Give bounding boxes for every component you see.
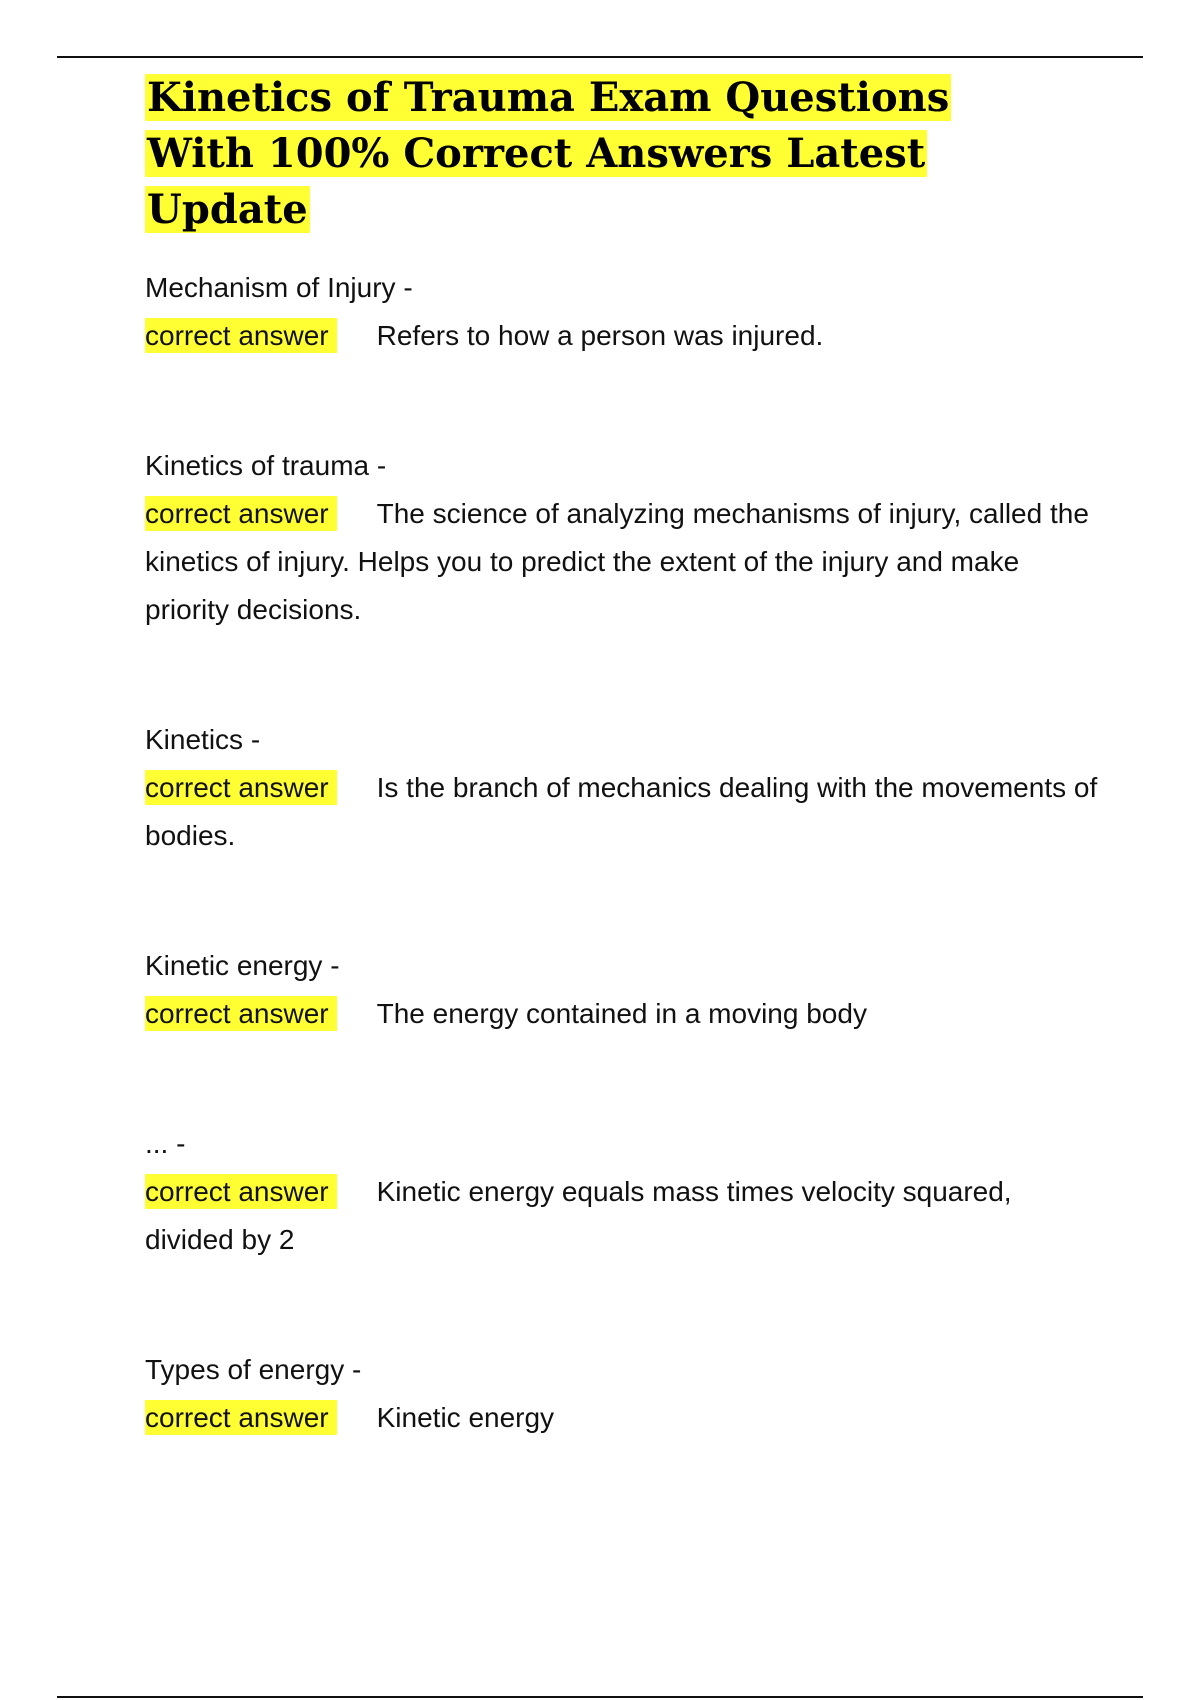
question-text: Types of energy - xyxy=(145,1354,362,1385)
answer-line xyxy=(145,490,1105,634)
answer-text: Is the branch of mechanics dealing with the movements of bodies. xyxy=(145,772,1098,851)
document-title xyxy=(145,70,1025,238)
question-text: Mechanism of Injury - xyxy=(145,272,413,303)
answer-line xyxy=(145,1394,1105,1442)
qa-item xyxy=(145,1120,1105,1264)
answer-text: The energy contained in a moving body xyxy=(376,998,867,1029)
answer-text: Kinetic energy xyxy=(376,1402,555,1433)
qa-item xyxy=(145,264,1105,360)
document-page xyxy=(145,70,1105,1442)
qa-item xyxy=(145,716,1105,860)
answer-line xyxy=(145,990,1105,1038)
answer-line xyxy=(145,312,1105,360)
answer-line xyxy=(145,764,1105,860)
question-text: ... - xyxy=(145,1128,186,1159)
answer-text: The science of analyzing mechanisms of injury, called the kinetics of injury. Helps you to predict the extent of the injury and make priority decisions. xyxy=(145,498,1089,625)
qa-item xyxy=(145,942,1105,1038)
question-text: Kinetics - xyxy=(145,724,261,755)
bottom-rule xyxy=(57,1696,1143,1698)
correct-answer-label: correct answer xyxy=(145,1174,337,1209)
qa-item xyxy=(145,442,1105,634)
correct-answer-label: correct answer xyxy=(145,996,337,1031)
top-rule xyxy=(57,56,1143,58)
answer-text: Refers to how a person was injured. xyxy=(376,320,824,351)
correct-answer-label: correct answer xyxy=(145,1400,337,1435)
title-highlight: Kinetics of Trauma Exam Questions With 100% Correct Answers Latest Update xyxy=(147,74,950,233)
correct-answer-label: correct answer xyxy=(145,770,337,805)
correct-answer-label: correct answer xyxy=(145,318,337,353)
correct-answer-label: correct answer xyxy=(145,496,337,531)
question-text: Kinetic energy - xyxy=(145,950,340,981)
qa-item xyxy=(145,1346,1105,1442)
answer-line xyxy=(145,1168,1105,1264)
question-text: Kinetics of trauma - xyxy=(145,450,387,481)
answer-text: Kinetic energy equals mass times velocity squared, divided by 2 xyxy=(145,1176,1012,1255)
qa-list xyxy=(145,264,1105,1442)
